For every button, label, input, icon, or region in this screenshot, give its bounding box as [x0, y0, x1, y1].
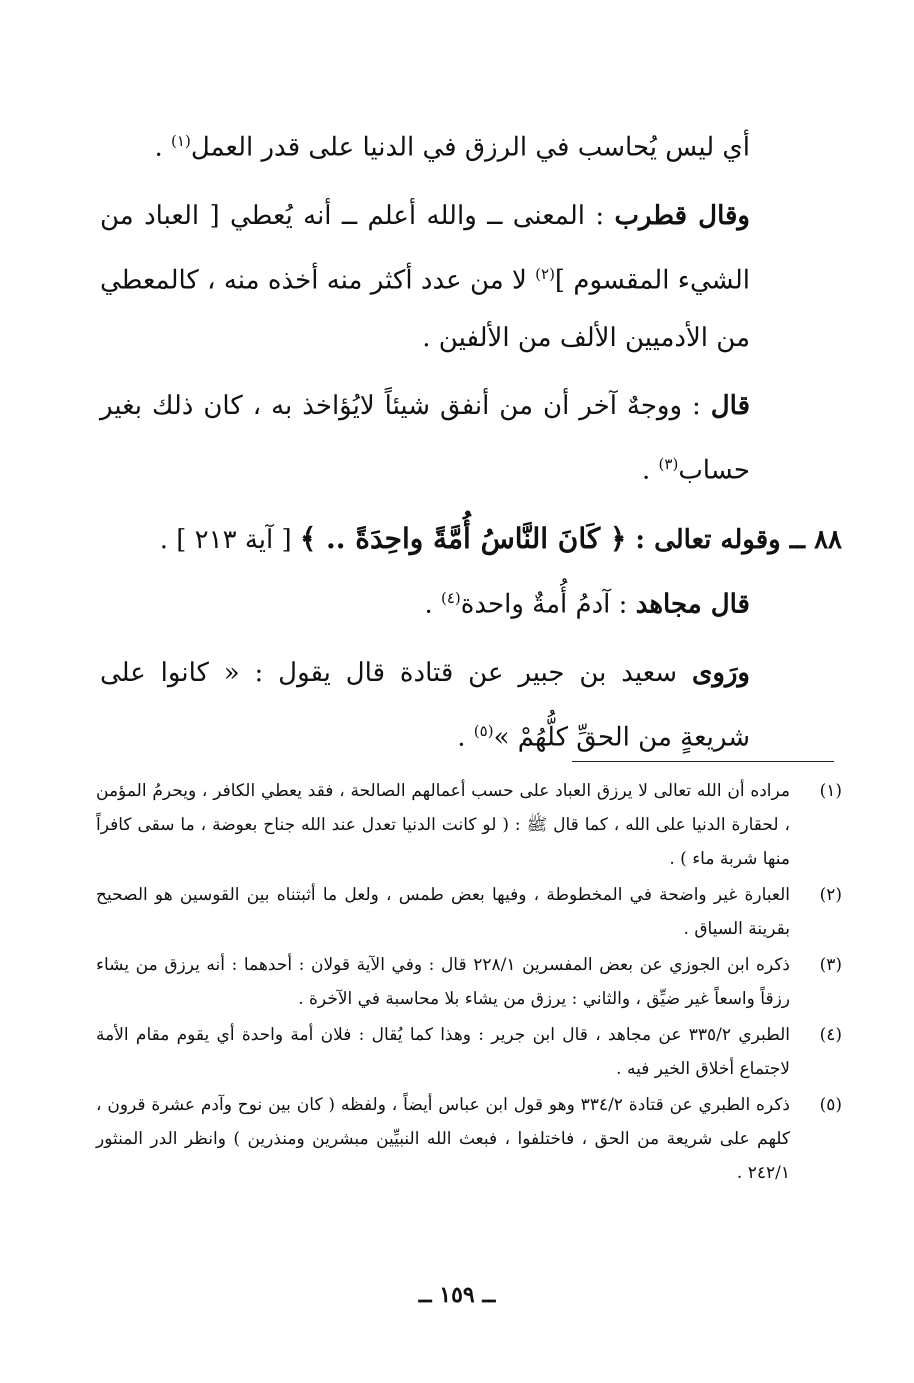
- footnote-text: العبارة غير واضحة في المخطوطة ، وفيها بعض طمس ، ولعل ما أثبتناه بين القوسين هو الصحيح بقرينة السياق .: [96, 885, 790, 939]
- entry-88: [100, 510, 842, 569]
- mujahid-lead: قال مجاهد: [635, 589, 750, 620]
- qal-text: : ووجهٌ آخر أن من أنفق شيئاً لايُؤاخذ به ، كان ذلك بغير حساب: [100, 391, 750, 486]
- quran-verse: كَانَ النَّاسُ أُمَّةً واحِدَةً ..: [316, 521, 610, 555]
- qutrub-text-b: لا من عدد أكثر منه أخذه منه ، كالمعطي من الأدميين الألف من الألفين .: [100, 265, 750, 354]
- rawa-end: .: [457, 722, 474, 753]
- rawa-text: سعيد بن جبير عن قتادة قال يقول : « كانوا على شريعةٍ من الحقِّ كلُّهُمْ »: [100, 657, 750, 753]
- rawa-lead: ورَوى: [691, 657, 750, 688]
- footnote-ref-5: (٥): [473, 721, 494, 740]
- entry-number: ٨٨ ــ: [789, 524, 842, 555]
- mujahid-end: .: [424, 589, 441, 620]
- entry-lead: وقوله تعالى :: [626, 524, 790, 555]
- mujahid-text: : آدمُ أُمةٌ واحدة: [460, 589, 636, 620]
- footnote-number: (٥): [819, 1095, 842, 1115]
- qutrub-text-a: : المعنى ــ والله أعلم ــ أنه يُعطي [ العباد من الشيء المقسوم ]: [100, 200, 750, 296]
- qal-lead: قال: [710, 391, 750, 422]
- paragraph-qutrub: [100, 187, 842, 368]
- footnote-3: [96, 948, 842, 1016]
- footnote-ref-4: (٤): [440, 588, 461, 607]
- footnote-number: (٢): [819, 885, 842, 905]
- footnote-text: مراده أن الله تعالى لا يرزق العباد على حسب أعمالهم الصالحة ، فقد يعطي الكافر ، ويحرمُ المؤمن ، لحقارة الدنيا على الله ، كما قال ﷺ : ( لو كانت الدنيا تعدل عند الله جناح بعوضة ، ما سقى كافراً منها شربة ماء ) .: [96, 781, 790, 869]
- footnote-ref-2: (٢): [535, 264, 555, 283]
- footnote-text: الطبري ٣٣٥/٢ عن مجاهد ، قال ابن جرير : وهذا كما يُقال : فلان أمة واحدة أي يقوم مقام الأمة لاجتماع أخلاق الخير فيه .: [96, 1025, 790, 1079]
- paragraph-1-text: أي ليس يُحاسب في الرزق في الدنيا على قدر العمل: [190, 132, 750, 163]
- footnote-text: ذكره ابن الجوزي عن بعض المفسرين ٢٢٨/١ قال : وفي الآية قولان : أحدهما : أنه يرزق من يشاء رزقاً واسعاً غير ضيِّق ، والثاني : يرزق من يشاء بلا محاسبة في الآخرة .: [96, 955, 790, 1009]
- footnote-5: [96, 1088, 842, 1190]
- footnote-number: (١): [819, 781, 842, 801]
- paragraph-1: [100, 112, 842, 177]
- footnote-number: (٣): [819, 955, 842, 975]
- main-text: [100, 112, 842, 766]
- paragraph-1-end: .: [154, 132, 172, 163]
- footnote-separator: [572, 761, 834, 762]
- qal-end: .: [642, 455, 659, 486]
- qutrub-lead: وقال قطرب: [614, 200, 750, 231]
- paragraph-rawa: [100, 644, 842, 767]
- page-number: ــ ١٥٩ ــ: [418, 1282, 496, 1308]
- paragraph-mujahid: [100, 569, 842, 634]
- footnote-4: [96, 1018, 842, 1086]
- paragraph-qal: [100, 377, 842, 500]
- footnote-2: [96, 878, 842, 946]
- quran-open-bracket: ﴿: [609, 521, 627, 555]
- footnotes: [96, 774, 842, 1192]
- footnote-1: [96, 774, 842, 876]
- footnote-text: ذكره الطبري عن قتادة ٣٣٤/٢ وهو قول ابن عباس أيضاً ، ولفظه ( كان بين نوح وآدم عشرة قرون ، كلهم على شريعة من الحق ، فاختلفوا ، فبعث الله النبيِّين مبشرين ومنذرين ) وانظر الدر المنثور ٢٤٢/١ .: [96, 1095, 791, 1183]
- footnote-ref-3: (٣): [658, 455, 679, 474]
- ayah-reference: [ آية ٢١٣ ] .: [159, 524, 300, 555]
- quran-close-bracket: ﴾: [299, 521, 317, 555]
- footnote-number: (٤): [819, 1025, 842, 1045]
- footnote-ref-1: (١): [171, 132, 191, 150]
